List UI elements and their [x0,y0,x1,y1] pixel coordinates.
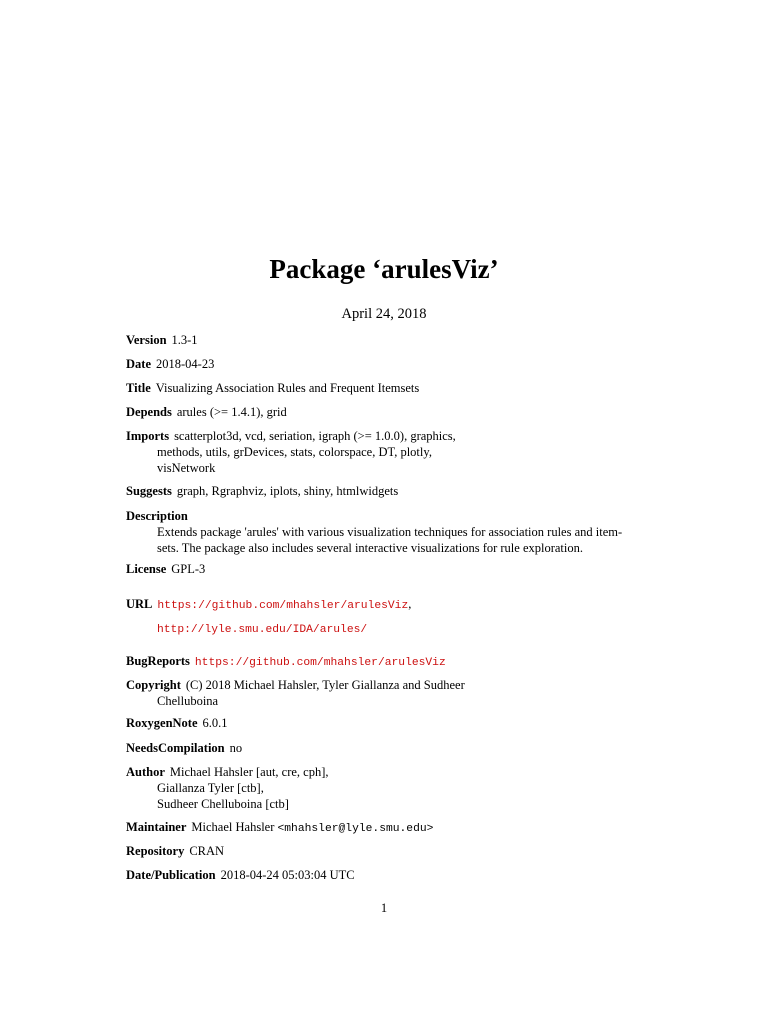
field-value: 2018-04-23 [156,357,215,371]
field-suggests [126,483,646,499]
field-key: Title [126,381,151,395]
field-value: 6.0.1 [202,716,228,730]
maintainer-name: Michael Hahsler [191,820,275,834]
field-key: BugReports [126,654,190,668]
field-key: Description [126,509,188,523]
url-link-github[interactable]: https://github.com/mhahsler/arulesViz [157,600,409,612]
field-key: RoxygenNote [126,716,198,730]
field-version [126,332,646,348]
field-author [126,764,646,812]
field-url-continued [126,620,646,638]
field-depends [126,404,646,420]
field-value: graph, Rgraphviz, iplots, shiny, htmlwidgets [176,484,399,498]
package-title: Package ‘arulesViz’ [269,254,499,284]
field-key: Maintainer [126,820,187,834]
field-value: GPL-3 [171,562,206,576]
maintainer-email: <mhahsler@lyle.smu.edu> [277,823,434,835]
field-key: Repository [126,844,185,858]
field-value: 1.3-1 [171,333,198,347]
field-key: Author [126,765,165,779]
url-link-smu[interactable]: http://lyle.smu.edu/IDA/arules/ [157,624,368,636]
field-date-publication [126,867,646,883]
field-value-line: Giallanza Tyler [ctb], [157,781,264,795]
field-value: 2018-04-24 05:03:04 UTC [220,868,355,882]
field-license [126,561,646,577]
field-key: Imports [126,429,170,443]
field-maintainer [126,819,646,837]
page-number: 1 [380,901,388,915]
field-key: Version [126,333,167,347]
field-key: NeedsCompilation [126,741,225,755]
field-key: Depends [126,405,172,419]
field-copyright [126,677,646,709]
field-value: arules (>= 1.4.1), grid [176,405,287,419]
field-title [126,380,646,396]
field-date [126,356,646,372]
field-description [126,508,646,556]
field-bugreports [126,653,646,671]
field-key: Date/Publication [126,868,216,882]
url-separator: , [408,597,412,611]
field-value-line: sets. The package also includes several interactive visualizations for rule exploration. [157,541,584,555]
field-value-line: Extends package 'arules' with various visualization techniques for association rules and item- [157,525,623,539]
field-key: License [126,562,167,576]
field-value-line: visNetwork [157,461,216,475]
field-url [126,596,646,614]
field-key: Date [126,357,151,371]
field-value-line: (C) 2018 Michael Hahsler, Tyler Giallanza and Sudheer [185,678,465,692]
field-value-line: methods, utils, grDevices, stats, colorspace, DT, plotly, [157,445,432,459]
field-repository [126,843,646,859]
field-value-line: scatterplot3d, vcd, seriation, igraph (>= 1.0.0), graphics, [174,429,456,443]
field-value-line: Chelluboina [157,694,219,708]
field-key: Copyright [126,678,181,692]
field-imports [126,428,646,476]
field-value: CRAN [189,844,225,858]
package-date: April 24, 2018 [341,306,427,322]
field-needscompilation [126,740,646,756]
field-value: Visualizing Association Rules and Frequent Itemsets [155,381,420,395]
field-value: no [229,741,243,755]
field-value-line: Michael Hahsler [aut, cre, cph], [169,765,329,779]
field-roxygennote [126,715,646,731]
field-key: URL [126,597,153,611]
field-value-line: Sudheer Chelluboina [ctb] [157,797,289,811]
field-key: Suggests [126,484,172,498]
bugreports-link[interactable]: https://github.com/mhahsler/arulesViz [194,657,446,669]
